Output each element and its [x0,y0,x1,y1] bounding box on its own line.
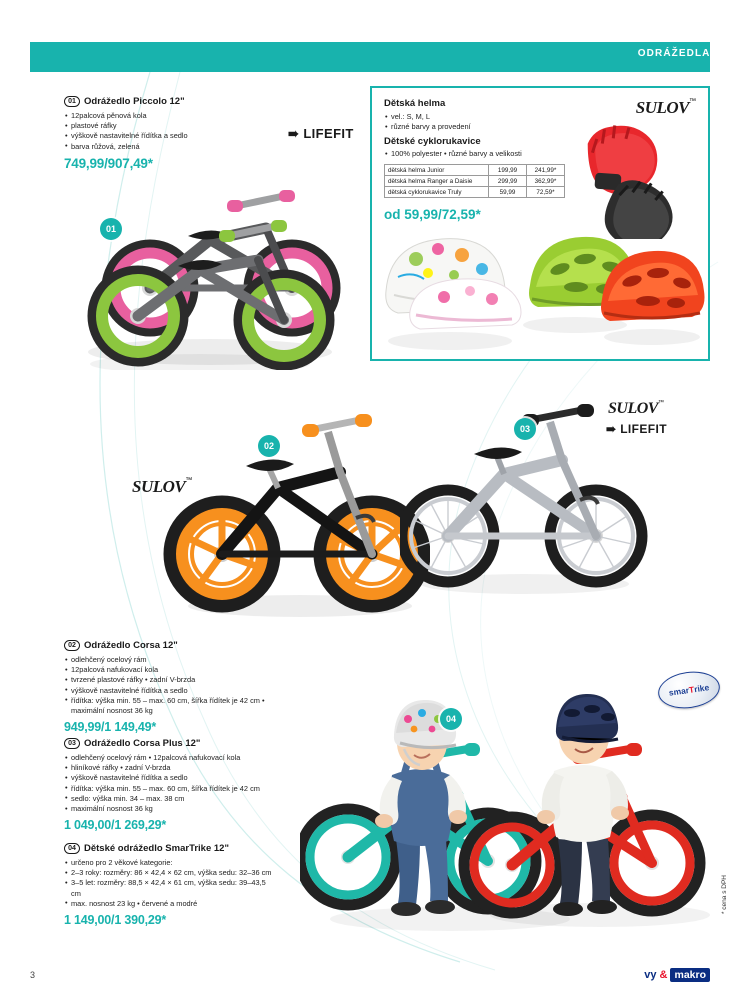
page-category-title [638,48,724,59]
product-04-title: Dětské odrážedlo SmarTrike 12" [84,843,229,855]
sulov-label: SULOV [608,400,658,417]
list-item: • výškově nastavitelné řídítka a sedlo [64,686,274,696]
product-03-number: 03 [64,738,80,749]
table-cell-price2: 72,59* [527,187,565,198]
helmet-title: Dětská helma [384,98,446,109]
list-item: • 12palcová pěnová kola [64,111,224,121]
helmets-image [380,215,705,355]
list-item: • 12palcová nafukovací kola [64,665,274,675]
product-02-title-row [64,640,274,652]
page-number: 3 [30,970,36,980]
lifefit-label: LIFEFIT [620,422,667,436]
product-01-number: 01 [64,96,80,107]
table-row [385,176,565,187]
footnote-vat: * cena s DPH [721,874,728,914]
list-item: • odlehčený ocelový rám [64,655,274,665]
list-item: • 100% polyester • různé barvy a velikosti [384,149,564,159]
table-cell-price2: 241,99* [527,165,565,176]
product-03-info [64,738,276,832]
makro-vy: vy [644,969,657,981]
list-item: • maximální nosnost 36 kg [64,804,276,814]
list-item: • různé barvy a provedení [384,122,534,132]
list-item: • max. nosnost 23 kg • červené a modré [64,899,276,909]
sulov-label: SULOV [635,98,689,117]
lifefit-mark-icon: ➠ [288,126,300,141]
list-item: • 2–3 roky: rozměry: 86 × 42,4 × 62 cm, výška sedu: 32–36 cm [64,868,276,878]
product-02-number: 02 [64,640,80,651]
list-item: • vel.: S, M, L [384,112,534,122]
price-table [384,164,565,198]
promo-price: od 59,99/72,59* [384,207,481,222]
table-row [385,165,565,176]
product-02-bullets [64,655,274,716]
table-cell-name: dětská helma Junior [385,165,489,176]
table-row [385,187,565,198]
list-item: • 3–5 let: rozměry: 88,5 × 42,4 × 61 cm, výška sedu: 39–43,5 cm [64,878,276,898]
product-04-info [64,843,276,927]
list-item: • barva růžová, zelená [64,142,224,152]
product-01-title: Odrážedlo Piccolo 12" [84,96,185,108]
callout-03: 03 [514,418,536,440]
callout-04: 04 [440,708,462,730]
list-item: • výškově nastavitelné řídítka a sedlo [64,131,224,141]
product-01-price: 749,99/907,49* [64,155,153,171]
sulov-label: SULOV [132,477,186,496]
brand-logo-sulov-02 [132,477,192,497]
list-item: • řídítka: výška min. 55 – max. 60 cm, šířka řídítek je 42 cm • maximální nosnost 36 kg [64,696,274,716]
makro-logo [644,968,710,982]
makro-name: makro [670,968,710,982]
smartrike-smar: smar [668,685,690,698]
product-03-price: 1 049,00/1 269,29* [64,818,167,833]
callout-02: 02 [258,435,280,457]
smartrike-t: T [688,684,695,695]
sulov-tm: ™ [689,98,696,105]
table-cell-name: dětská helma Ranger a Daisie [385,176,489,187]
product-03-bullets [64,753,276,814]
lifefit-label: LIFEFIT [303,126,354,141]
sulov-tm: ™ [185,477,193,484]
list-item: • výškově nastavitelné řídítka a sedlo [64,773,276,783]
product-04-bullets [64,858,276,909]
lifefit-mark-icon: ➠ [606,422,617,436]
callout-01: 01 [100,218,122,240]
product-04-price: 1 149,00/1 390,29* [64,913,167,928]
promo-box-helmets-gloves [370,86,710,361]
product-02-title: Odrážedlo Corsa 12" [84,640,178,652]
list-item: • řídítka: výška min. 55 – max. 60 cm, šířka řídítek je 42 cm [64,784,276,794]
list-item: • odlehčený ocelový rám • 12palcová nafukovací kola [64,753,276,763]
product-02-info [64,640,274,734]
product-04-image [300,625,710,935]
makro-amp: & [659,969,668,981]
table-cell-price1: 59,99 [489,187,527,198]
helmet-bullets [384,112,534,132]
sulov-tm: ™ [657,400,664,406]
brand-logo-lifefit-03 [606,420,667,438]
list-item: • hliníkové ráfky • zadní V-brzda [64,763,276,773]
gloves-title: Dětské cyklorukavice [384,136,481,147]
category-label: ODRÁŽEDLA [637,48,711,59]
smartrike-rike: rike [693,682,710,695]
product-03-title-row [64,738,276,750]
gloves-bullets [384,149,564,159]
list-item: • sedlo: výška min. 34 – max. 38 cm [64,794,276,804]
list-item: • určeno pro 2 věkové kategorie: [64,858,276,868]
table-cell-name: dětská cyklorukavice Truly [385,187,489,198]
list-item: • plastové ráfky [64,121,224,131]
header-bar [30,42,710,72]
product-03-title: Odrážedlo Corsa Plus 12" [84,738,201,750]
list-item: • tvrzené plastové ráfky • zadní V-brzda [64,675,274,685]
product-02-price: 949,99/1 149,49* [64,720,157,735]
category-dot: ▸ [714,48,724,59]
product-04-title-row [64,843,276,855]
table-cell-price2: 362,99* [527,176,565,187]
table-cell-price1: 299,99 [489,176,527,187]
product-04-number: 04 [64,843,80,854]
brand-logo-sulov-03 [608,400,664,418]
product-02-image [160,368,430,618]
table-cell-price1: 199,99 [489,165,527,176]
product-01-title-row [64,96,224,108]
product-01-image [60,120,360,370]
